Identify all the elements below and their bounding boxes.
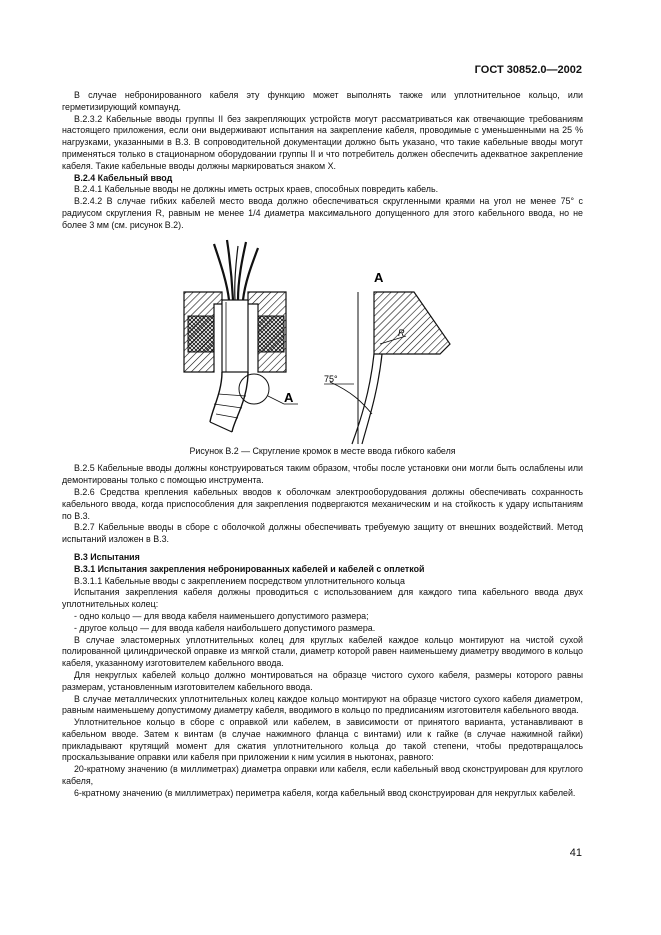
paragraph: В.2.4.2 В случае гибких кабелей место ввода должно обеспечиваться скругленными краями на угол не менее 75° с радиусом скругления R, равным не менее 1/4 диаметра максимального допущенного для этого кабельного ввода, но не более 3 мм (см. рисунок В.2). bbox=[62, 196, 583, 230]
detail-a bbox=[324, 270, 450, 444]
page-content bbox=[62, 90, 583, 800]
paragraph: Уплотнительное кольцо в сборе с оправкой или кабелем, в зависимости от принятого варианта, устанавливают в кабельном вводе. Затем к винтам (в случае нажимного фланца с винтами) или к гайке (в случае нажимной гайки) прикладывают крутящий момент для сжатия уплотнительного кольца до такой степени, чтобы предотвращалось проскальзывание оправки или кабеля при приложении к ним усилия в ньютонах, равного: bbox=[62, 717, 583, 763]
paragraph: В.2.3.2 Кабельные вводы группы II без закрепляющих устройств могут рассматриваться как отвечающие требованиям настоящего приложения, если они выдерживают испытания на закрепление кабеля, проводимые с уменьшенными на 25 % нагрузками, указанными в В.3. В сопроводительной документации должно быть указано, что такие кабельные вводы могут применяться только в стационарном оборудовании группы II и что потребитель должен обеспечить адекватное закрепление кабеля. Такие кабельные вводы должны маркироваться знаком X. bbox=[62, 113, 583, 171]
list-item: - другое кольцо — для ввода кабеля наибольшего допустимого размера. bbox=[74, 622, 376, 633]
label-r: R bbox=[398, 327, 405, 338]
label-a-left: A bbox=[284, 389, 294, 405]
paragraph: В.2.4.1 Кабельные вводы не должны иметь острых краев, способных повредить кабель. bbox=[74, 184, 439, 195]
list-item: - одно кольцо — для ввода кабеля наименьшего допустимого размера; bbox=[74, 610, 369, 621]
section-heading-b24: В.2.4 Кабельный ввод bbox=[74, 172, 173, 183]
paragraph: В случае эластомерных уплотнительных колец для круглых кабелей каждое кольцо монтируют на чистой сухой полированной цилиндрической оправке из мягкой стали, диаметр которой равен наименьшему диаметру вводимого в кольцо кабеля, указанному изготовителем кабельного ввода. bbox=[62, 634, 583, 669]
paragraph: В.2.5 Кабельные вводы должны конструироваться таким образом, чтобы после установки они могли быть ослаблены или демонтированы только с помощью инструмента. bbox=[62, 463, 583, 486]
figure-b2 bbox=[62, 232, 583, 446]
label-a-right: A bbox=[374, 269, 384, 285]
section-heading-b3: В.3 Испытания bbox=[74, 551, 140, 562]
document-code: ГОСТ 30852.0—2002 bbox=[474, 64, 582, 76]
label-angle: 75° bbox=[324, 373, 338, 384]
cable-gland-section bbox=[184, 240, 298, 432]
figure-caption: Рисунок В.2 — Скругление кромок в месте ввода гибкого кабеля bbox=[189, 445, 456, 456]
paragraph: В случае металлических уплотнительных колец каждое кольцо монтируют на образце чистого сухого кабеля диаметром, равным наименьшему допустимому диаметру кабеля, вводимого в кольцо по предписаниям изготовителя кабельного ввода. bbox=[62, 693, 583, 716]
figure-drawing bbox=[62, 232, 583, 446]
paragraph: 20-кратному значению (в миллиметрах) диаметра оправки или кабеля, если кабельный ввод сконструирован для круглого кабеля, bbox=[62, 764, 583, 787]
paragraph: 6-кратному значению (в миллиметрах) периметра кабеля, когда кабельный ввод сконструирован для некруглых кабелей. bbox=[74, 787, 576, 798]
paragraph: В.2.6 Средства крепления кабельных вводов к оболочкам электрооборудования должны обеспечивать сохранность кабельного ввода, когда приспособления для закрепления подвергаются механическим и на стойкость к удару испытаниям по В.3. bbox=[62, 486, 583, 521]
paragraph: В.3.1.1 Кабельные вводы с закреплением посредством уплотнительного кольца bbox=[74, 575, 405, 586]
paragraph: В.2.7 Кабельные вводы в сборе с оболочкой должны обеспечивать требуемую защиту от внешних воздействий. Метод испытаний изложен в В.3. bbox=[62, 522, 583, 545]
paragraph: Для некруглых кабелей кольцо должно монтироваться на образце чистого сухого кабеля, размеры которого равны размерам, установленным изготовителем кабельного ввода. bbox=[62, 669, 583, 692]
subsection-heading-b31: В.3.1 Испытания закрепления небронированных кабелей и кабелей с оплеткой bbox=[74, 563, 425, 574]
paragraph: Испытания закрепления кабеля должны проводиться с использованием для каждого типа кабельного ввода двух уплотнительных колец: bbox=[62, 587, 583, 610]
paragraph: В случае небронированного кабеля эту функцию может выполнять также или уплотнительное кольцо, или герметизирующий компаунд. bbox=[62, 90, 583, 112]
page-number: 41 bbox=[569, 847, 582, 859]
